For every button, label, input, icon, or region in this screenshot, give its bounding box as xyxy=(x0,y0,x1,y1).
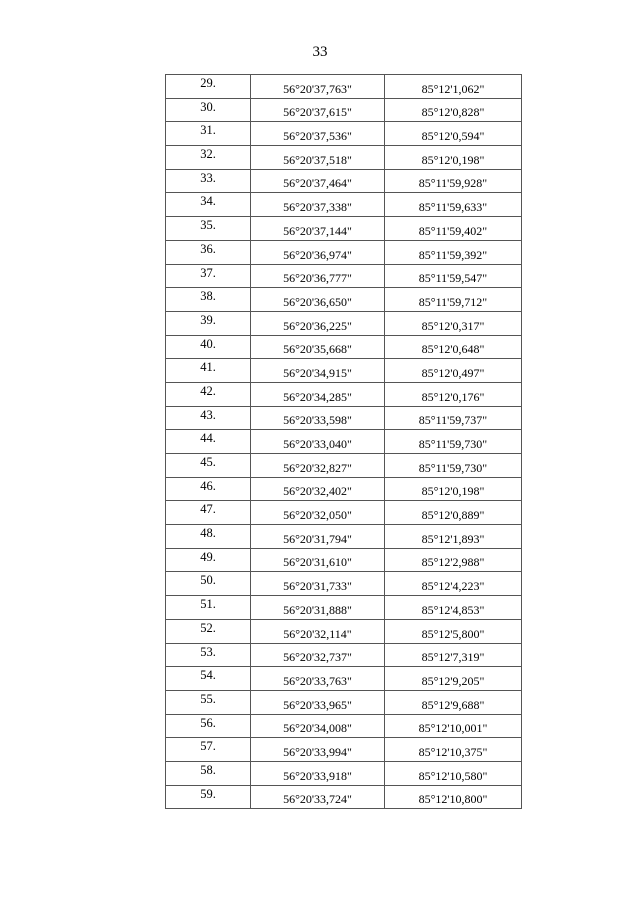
table-row xyxy=(166,169,522,193)
point-number-cell: 42. xyxy=(166,382,251,406)
table-row xyxy=(166,311,522,335)
longitude-cell: 85°12'7,319" xyxy=(385,643,522,667)
latitude-cell: 56°20'37,144" xyxy=(251,217,385,241)
table-row xyxy=(166,430,522,454)
table-row xyxy=(166,667,522,691)
point-number-cell: 32. xyxy=(166,146,251,170)
longitude-cell: 85°11'59,633" xyxy=(385,193,522,217)
table-row xyxy=(166,382,522,406)
longitude-cell: 85°11'59,402" xyxy=(385,217,522,241)
point-number-cell: 45. xyxy=(166,454,251,478)
longitude-cell: 85°12'0,198" xyxy=(385,477,522,501)
table-row xyxy=(166,643,522,667)
latitude-cell: 56°20'32,737" xyxy=(251,643,385,667)
longitude-cell: 85°12'10,375" xyxy=(385,738,522,762)
latitude-cell: 56°20'37,464" xyxy=(251,169,385,193)
table-row xyxy=(166,477,522,501)
longitude-cell: 85°12'1,893" xyxy=(385,525,522,549)
table-row xyxy=(166,525,522,549)
longitude-cell: 85°11'59,730" xyxy=(385,430,522,454)
latitude-cell: 56°20'36,974" xyxy=(251,240,385,264)
point-number-cell: 59. xyxy=(166,785,251,809)
latitude-cell: 56°20'32,114" xyxy=(251,619,385,643)
table-row xyxy=(166,619,522,643)
latitude-cell: 56°20'33,598" xyxy=(251,406,385,430)
table-row xyxy=(166,193,522,217)
table-row xyxy=(166,240,522,264)
longitude-cell: 85°12'9,688" xyxy=(385,690,522,714)
coordinates-table-body xyxy=(166,75,522,809)
point-number-cell: 52. xyxy=(166,619,251,643)
point-number-cell: 30. xyxy=(166,98,251,122)
latitude-cell: 56°20'34,285" xyxy=(251,382,385,406)
table-row xyxy=(166,146,522,170)
point-number-cell: 35. xyxy=(166,217,251,241)
longitude-cell: 85°12'0,648" xyxy=(385,335,522,359)
latitude-cell: 56°20'31,733" xyxy=(251,572,385,596)
table-row xyxy=(166,359,522,383)
point-number-cell: 40. xyxy=(166,335,251,359)
longitude-cell: 85°11'59,737" xyxy=(385,406,522,430)
table-row xyxy=(166,596,522,620)
point-number-cell: 51. xyxy=(166,596,251,620)
point-number-cell: 53. xyxy=(166,643,251,667)
point-number-cell: 43. xyxy=(166,406,251,430)
table-row xyxy=(166,761,522,785)
latitude-cell: 56°20'34,008" xyxy=(251,714,385,738)
longitude-cell: 85°12'0,594" xyxy=(385,122,522,146)
point-number-cell: 29. xyxy=(166,75,251,99)
table-row xyxy=(166,122,522,146)
table-row xyxy=(166,501,522,525)
longitude-cell: 85°11'59,712" xyxy=(385,288,522,312)
latitude-cell: 56°20'33,040" xyxy=(251,430,385,454)
point-number-cell: 56. xyxy=(166,714,251,738)
table-row xyxy=(166,264,522,288)
table-row xyxy=(166,690,522,714)
latitude-cell: 56°20'37,338" xyxy=(251,193,385,217)
latitude-cell: 56°20'31,610" xyxy=(251,548,385,572)
table-row xyxy=(166,785,522,809)
latitude-cell: 56°20'36,777" xyxy=(251,264,385,288)
point-number-cell: 49. xyxy=(166,548,251,572)
latitude-cell: 56°20'32,402" xyxy=(251,477,385,501)
table-row xyxy=(166,335,522,359)
table-row xyxy=(166,454,522,478)
point-number-cell: 37. xyxy=(166,264,251,288)
longitude-cell: 85°11'59,928" xyxy=(385,169,522,193)
point-number-cell: 54. xyxy=(166,667,251,691)
point-number-cell: 33. xyxy=(166,169,251,193)
latitude-cell: 56°20'37,763" xyxy=(251,75,385,99)
longitude-cell: 85°12'10,800" xyxy=(385,785,522,809)
latitude-cell: 56°20'37,536" xyxy=(251,122,385,146)
point-number-cell: 39. xyxy=(166,311,251,335)
point-number-cell: 41. xyxy=(166,359,251,383)
longitude-cell: 85°12'0,317" xyxy=(385,311,522,335)
latitude-cell: 56°20'31,794" xyxy=(251,525,385,549)
longitude-cell: 85°12'0,828" xyxy=(385,98,522,122)
longitude-cell: 85°12'0,889" xyxy=(385,501,522,525)
latitude-cell: 56°20'32,827" xyxy=(251,454,385,478)
point-number-cell: 38. xyxy=(166,288,251,312)
point-number-cell: 50. xyxy=(166,572,251,596)
point-number-cell: 46. xyxy=(166,477,251,501)
point-number-cell: 44. xyxy=(166,430,251,454)
point-number-cell: 47. xyxy=(166,501,251,525)
point-number-cell: 34. xyxy=(166,193,251,217)
point-number-cell: 55. xyxy=(166,690,251,714)
table-row xyxy=(166,75,522,99)
latitude-cell: 56°20'32,050" xyxy=(251,501,385,525)
point-number-cell: 57. xyxy=(166,738,251,762)
table-row xyxy=(166,406,522,430)
page-number: 33 xyxy=(312,44,328,60)
latitude-cell: 56°20'33,965" xyxy=(251,690,385,714)
longitude-cell: 85°12'10,001" xyxy=(385,714,522,738)
latitude-cell: 56°20'31,888" xyxy=(251,596,385,620)
longitude-cell: 85°11'59,547" xyxy=(385,264,522,288)
point-number-cell: 36. xyxy=(166,240,251,264)
longitude-cell: 85°12'9,205" xyxy=(385,667,522,691)
latitude-cell: 56°20'35,668" xyxy=(251,335,385,359)
longitude-cell: 85°12'4,853" xyxy=(385,596,522,620)
table-row xyxy=(166,572,522,596)
latitude-cell: 56°20'36,225" xyxy=(251,311,385,335)
point-number-cell: 58. xyxy=(166,761,251,785)
table-row xyxy=(166,288,522,312)
table-row xyxy=(166,98,522,122)
point-number-cell: 31. xyxy=(166,122,251,146)
longitude-cell: 85°12'1,062" xyxy=(385,75,522,99)
table-row xyxy=(166,714,522,738)
latitude-cell: 56°20'33,918" xyxy=(251,761,385,785)
longitude-cell: 85°12'4,223" xyxy=(385,572,522,596)
latitude-cell: 56°20'33,763" xyxy=(251,667,385,691)
point-number-cell: 48. xyxy=(166,525,251,549)
longitude-cell: 85°12'0,497" xyxy=(385,359,522,383)
longitude-cell: 85°11'59,730" xyxy=(385,454,522,478)
latitude-cell: 56°20'33,724" xyxy=(251,785,385,809)
longitude-cell: 85°12'5,800" xyxy=(385,619,522,643)
latitude-cell: 56°20'33,994" xyxy=(251,738,385,762)
longitude-cell: 85°11'59,392" xyxy=(385,240,522,264)
table-row xyxy=(166,217,522,241)
coordinates-table xyxy=(165,74,522,809)
latitude-cell: 56°20'37,615" xyxy=(251,98,385,122)
longitude-cell: 85°12'0,176" xyxy=(385,382,522,406)
latitude-cell: 56°20'37,518" xyxy=(251,146,385,170)
table-row xyxy=(166,548,522,572)
latitude-cell: 56°20'34,915" xyxy=(251,359,385,383)
longitude-cell: 85°12'0,198" xyxy=(385,146,522,170)
latitude-cell: 56°20'36,650" xyxy=(251,288,385,312)
table-row xyxy=(166,738,522,762)
longitude-cell: 85°12'2,988" xyxy=(385,548,522,572)
longitude-cell: 85°12'10,580" xyxy=(385,761,522,785)
